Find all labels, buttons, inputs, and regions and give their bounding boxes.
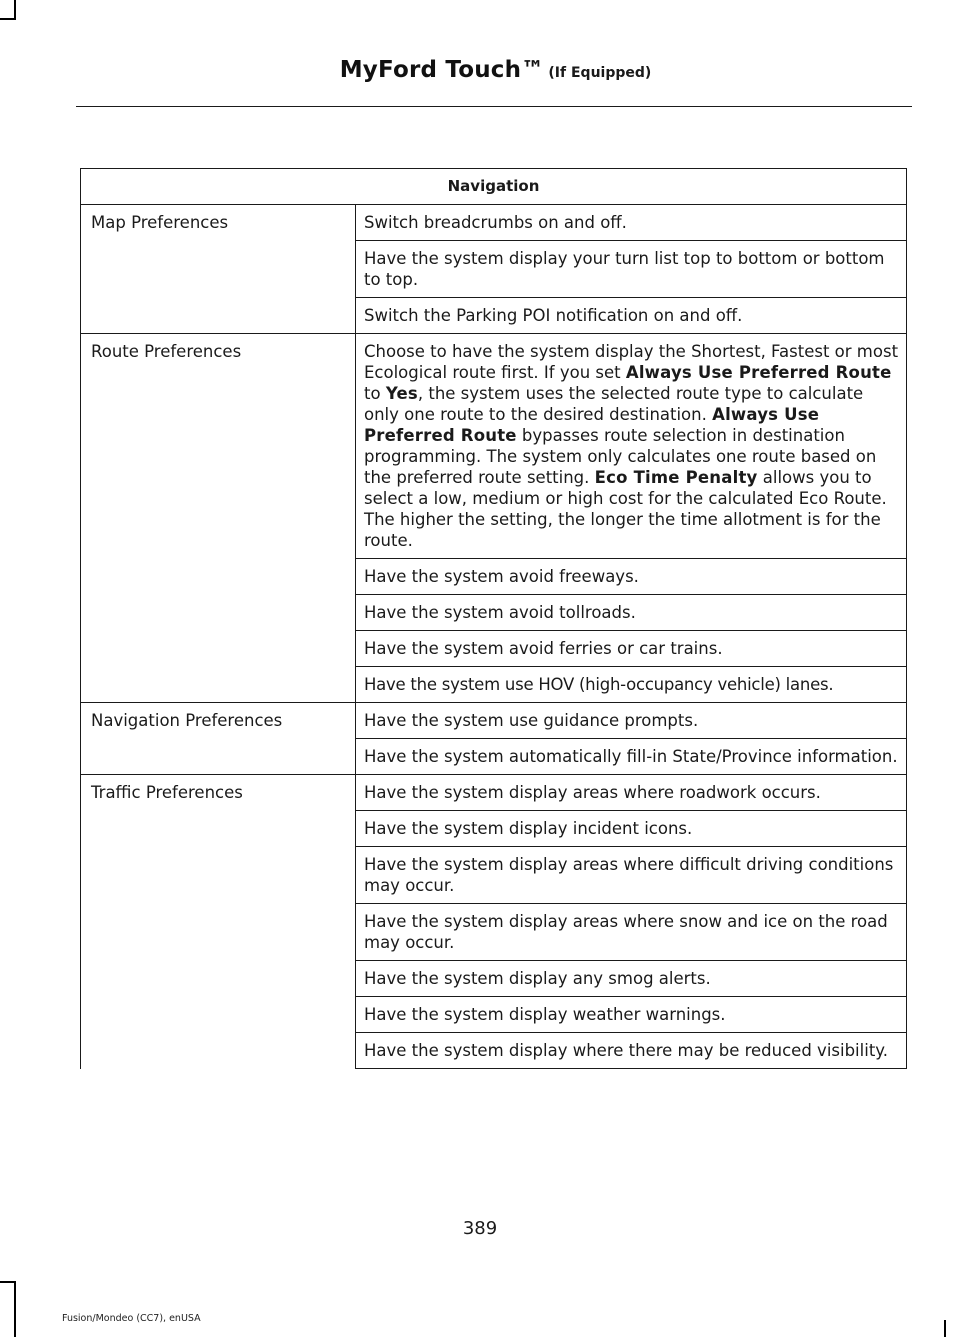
table-header-row	[81, 169, 907, 205]
setting-name: Eco Time Penalty	[594, 468, 758, 487]
table-row	[81, 703, 907, 739]
table-heading: Navigation	[81, 169, 907, 205]
footer-label: Fusion/Mondeo (CC7), enUSA	[62, 1313, 201, 1324]
text-run: , the system uses the selected route type to calculate only one route to the desired destination.	[364, 384, 864, 424]
page-number: 389	[462, 1218, 498, 1239]
category-traffic-preferences: Traffic Preferences	[81, 775, 356, 1069]
header-divider	[76, 106, 912, 107]
description-cell: Have the system use HOV (high-occupancy vehicle) lanes.	[356, 667, 907, 703]
category-route-preferences: Route Preferences	[81, 334, 356, 703]
page-subtitle: (If Equipped)	[548, 65, 652, 81]
description-cell: Have the system avoid ferries or car trains.	[356, 631, 907, 667]
page-title: MyFord Touch™	[339, 57, 545, 83]
navigation-settings-table	[80, 168, 907, 1069]
text-run: to	[364, 384, 386, 403]
category-map-preferences: Map Preferences	[81, 205, 356, 334]
setting-name: Always Use Preferred Route	[364, 405, 820, 445]
crop-mark	[14, 0, 16, 20]
page-header	[80, 57, 911, 101]
text-run: Choose to have the system display the Shortest, Fastest or most Ecological route first. If you set	[364, 342, 899, 382]
setting-name: Always Use Preferred Route	[625, 363, 892, 382]
description-cell: Switch the Parking POI notification on and off.	[356, 298, 907, 334]
description-cell: Have the system avoid freeways.	[356, 559, 907, 595]
description-cell: Have the system display areas where snow and ice on the road may occur.	[356, 904, 907, 961]
description-cell: Have the system display where there may be reduced visibility.	[356, 1033, 907, 1069]
table-row	[81, 205, 907, 241]
table-row	[81, 334, 907, 559]
crop-mark	[14, 1281, 16, 1337]
setting-value: Yes	[385, 384, 418, 403]
table-row	[81, 775, 907, 811]
description-cell: Have the system automatically fill-in State/Province information.	[356, 739, 907, 775]
crop-mark	[944, 1320, 946, 1337]
description-cell: Have the system use guidance prompts.	[356, 703, 907, 739]
description-cell: Have the system display incident icons.	[356, 811, 907, 847]
crop-mark	[0, 18, 16, 20]
description-cell: Switch breadcrumbs on and off.	[356, 205, 907, 241]
text-run: allows you to select a low, medium or high cost for the calculated Eco Route. The higher the setting, the longer the time allotment is for the route.	[364, 468, 887, 550]
description-cell: Have the system display weather warnings.	[356, 997, 907, 1033]
description-cell: Have the system display areas where difficult driving conditions may occur.	[356, 847, 907, 904]
description-cell: Have the system avoid tollroads.	[356, 595, 907, 631]
crop-mark	[0, 1281, 16, 1283]
text-run: bypasses route selection in destination programming. The system only calculates one route based on the preferred route setting.	[364, 426, 877, 487]
route-preferences-description	[356, 334, 907, 559]
description-cell: Have the system display your turn list top to bottom or bottom to top.	[356, 241, 907, 298]
description-cell: Have the system display areas where roadwork occurs.	[356, 775, 907, 811]
description-cell: Have the system display any smog alerts.	[356, 961, 907, 997]
category-navigation-preferences: Navigation Preferences	[81, 703, 356, 775]
